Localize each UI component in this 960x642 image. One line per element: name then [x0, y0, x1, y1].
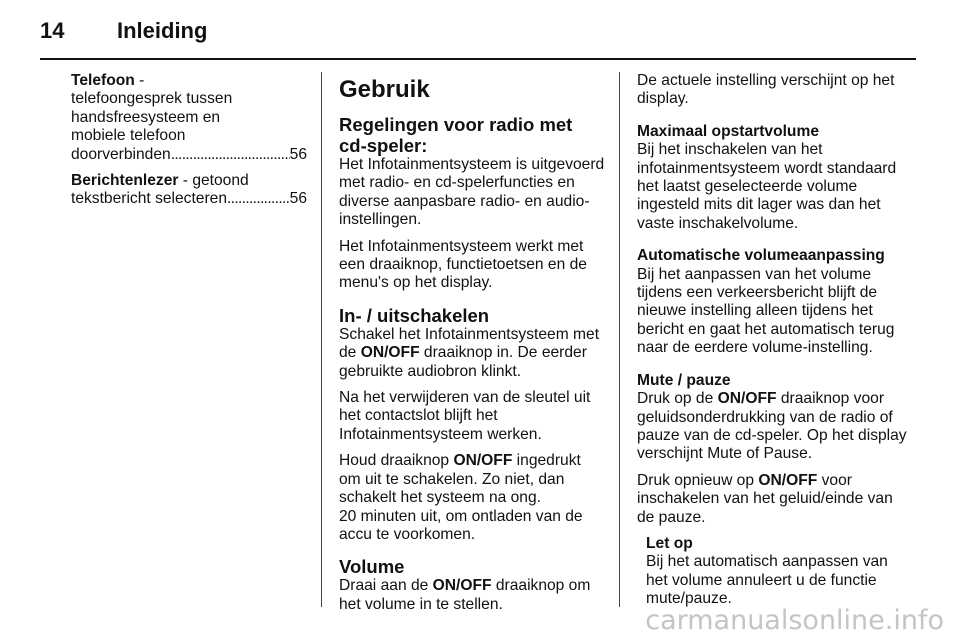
watermark: carmanualsonline.info: [645, 605, 944, 636]
paragraph: Schakel het Infotainmentsysteem met de ON/OFF draaiknop in. De eerder gebruikte audiobron klinkt.: [339, 325, 600, 380]
header-rule: [40, 58, 916, 60]
paragraph: Houd draaiknop ON/OFF ingedrukt om uit te schakelen. Zo niet, dan schakelt het systeem na ong.: [339, 452, 581, 507]
paragraph: Druk opnieuw op ON/OFF voor inschakelen van het geluid/einde van de pauze.: [637, 471, 893, 526]
column-divider: [619, 72, 620, 607]
onoff-label: ON/OFF: [360, 344, 420, 362]
section-heading-gebruik: Gebruik: [339, 76, 430, 103]
subheading-mute-pauze: Mute / pauze: [637, 371, 731, 389]
page-number: 14: [40, 18, 65, 43]
onoff-label: ON/OFF: [453, 452, 513, 470]
paragraph: 20 minuten uit, om ontladen van de accu te voorkomen.: [339, 507, 583, 543]
onoff-label: ON/OFF: [432, 577, 492, 595]
toc-line: tekstbericht selecteren . . . 56: [71, 190, 307, 208]
toc-column: [71, 72, 307, 217]
subheading-automatische-volumeaanpassing: Automatische volumeaanpassing: [637, 247, 885, 265]
paragraph: De actuele instelling verschijnt op het display.: [637, 72, 895, 108]
subheading-in-uitschakelen: In- / uitschakelen: [339, 304, 490, 326]
paragraph: Het Infotainmentsysteem werkt met een draaiknop, functietoetsen en de menu's op het display.: [339, 237, 587, 292]
subheading-regelingen: Regelingen voor radio met cd-speler:: [339, 114, 573, 156]
toc-entry-berichtenlezer: Berichtenlezer - getoond tekstbericht selecteren . . . 56: [71, 172, 307, 209]
toc-page-number: 56: [289, 190, 307, 208]
paragraph: Het Infotainmentsysteem is uitgevoerd met radio- en cd-spelerfuncties en diverse aanpasbare radio- en audio-instellingen.: [339, 156, 605, 229]
toc-entry-title: Telefoon: [71, 72, 135, 89]
paragraph: Bij het inschakelen van het infotainmentsysteem wordt standaard het laatst geselecteerde volume ingesteld mits dit lager was dan het vaste inschakelvolume.: [637, 141, 897, 232]
note-text: Bij het automatisch aanpassen van het volume annuleert u de functie mute/pauze.: [646, 553, 888, 608]
content-column-2: [339, 72, 605, 622]
paragraph: Na het verwijderen van de sleutel uit het contactslot blijft het Infotainmentsysteem werken.: [339, 389, 591, 443]
paragraph: Druk op de ON/OFF draaiknop voor geluidsonderdrukking van de radio of pauze van de cd-speler. Op het display verschijnt Mute of Pause.: [637, 390, 907, 463]
page-header: [0, 0, 960, 60]
subheading-maximaal-opstartvolume: Maximaal opstartvolume: [637, 122, 819, 140]
chapter-title: Inleiding: [117, 18, 208, 43]
note-title: Let op: [646, 534, 693, 552]
toc-line: doorverbinden . . . 56: [71, 146, 307, 164]
toc-leader-dots: [171, 146, 290, 164]
paragraph: Draai aan de ON/OFF draaiknop om het volume in te stellen.: [339, 577, 591, 613]
onoff-label: ON/OFF: [717, 390, 777, 408]
toc-entry-title: Berichtenlezer: [71, 172, 179, 190]
paragraph: Bij het aanpassen van het volume tijdens een verkeersbericht blijft de nieuwe instelling alleen tijdens het bericht en gaat het automatisch terug naar de eerdere volume-instelling.: [637, 265, 895, 357]
note-box: [646, 535, 907, 609]
toc-leader-dots: [227, 190, 290, 208]
subheading-volume: Volume: [339, 556, 405, 578]
toc-page-number: 56: [289, 145, 307, 163]
content-column-3: [637, 72, 907, 617]
onoff-label: ON/OFF: [758, 471, 818, 489]
column-divider: [321, 72, 322, 607]
toc-entry-telefoon: Telefoon - telefoongesprek tussen handsfreesysteem en mobiele telefoon doorverbinden . . . 56: [71, 72, 307, 164]
